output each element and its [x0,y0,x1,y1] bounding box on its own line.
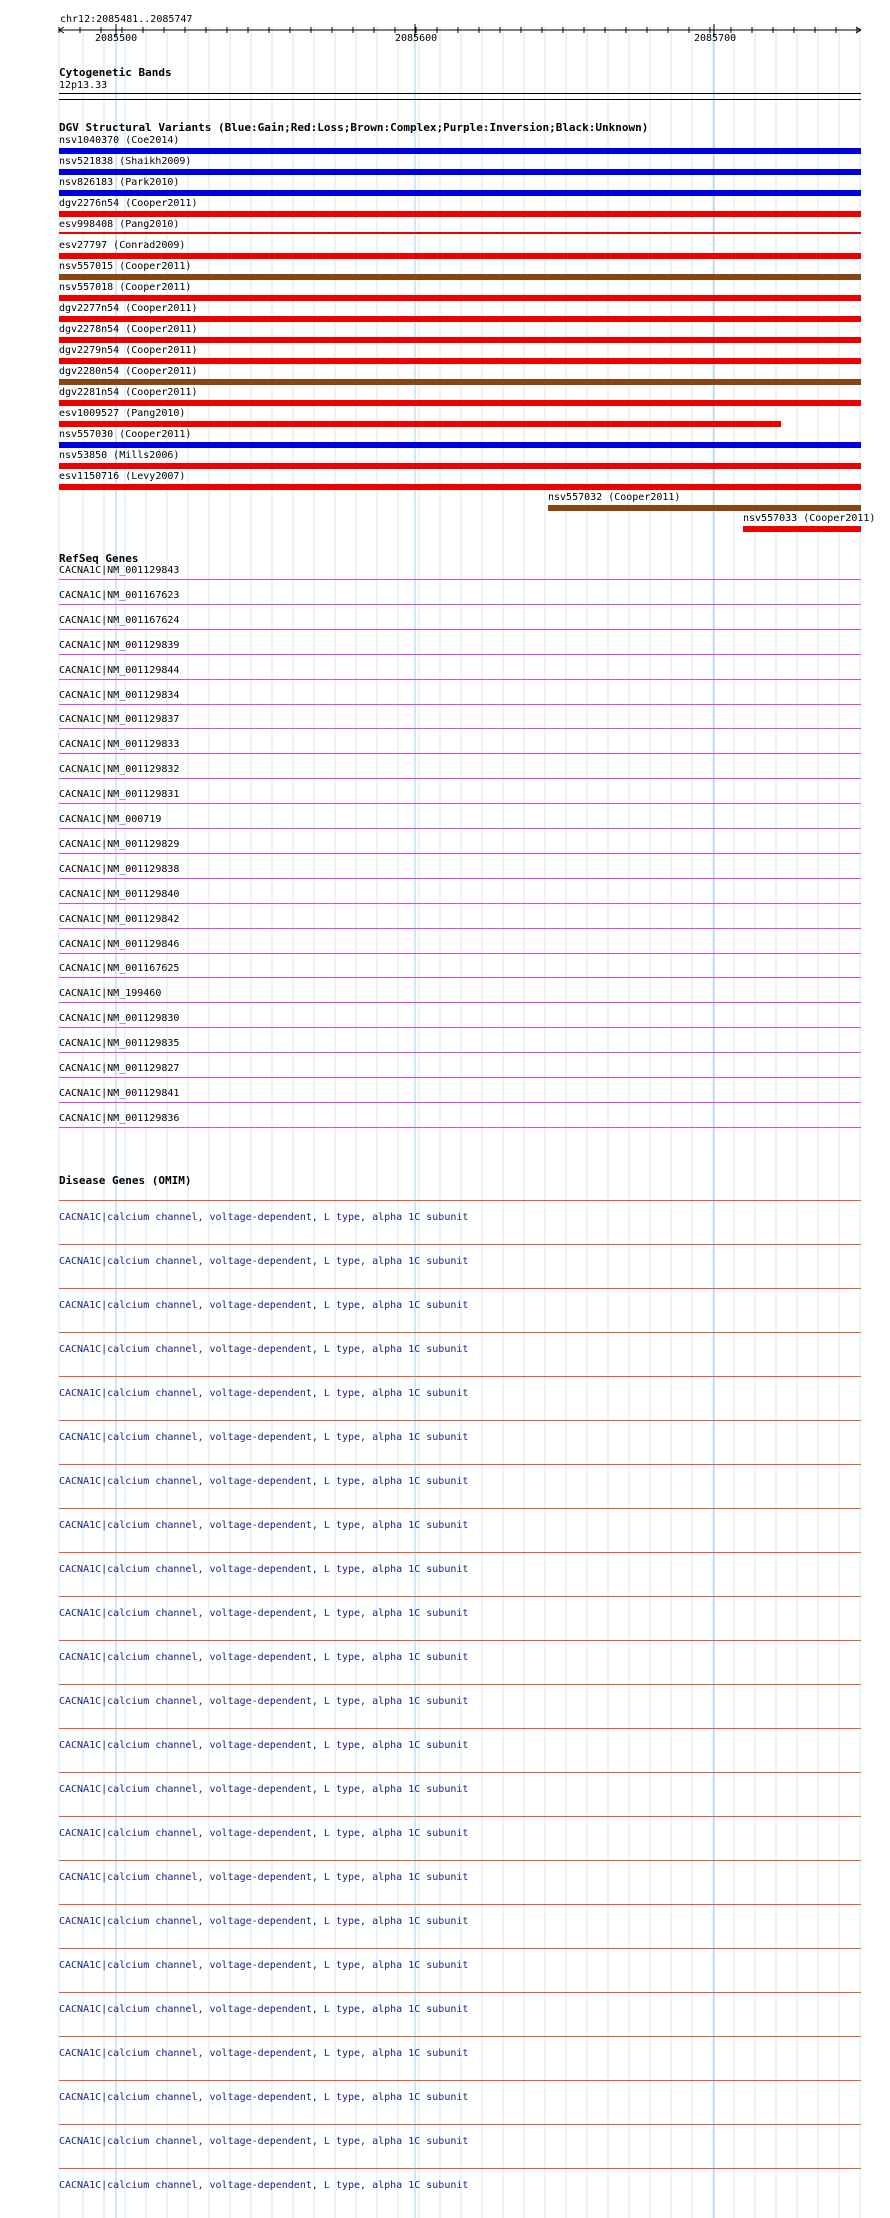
omim-gene-link[interactable]: CACNA1C|calcium channel, voltage-dependent, L type, alpha 1C subunit [59,1960,469,1971]
omim-gene-feature[interactable] [59,1904,861,1905]
dgv-variant-bar[interactable] [59,253,861,259]
dgv-variant-label: esv1150716 (Levy2007) [59,471,186,482]
refseq-gene-feature[interactable] [59,1127,861,1128]
dgv-variant-bar[interactable] [59,169,861,175]
dgv-variant-label: dgv2278n54 (Cooper2011) [59,324,198,335]
dgv-variant-label: nsv557018 (Cooper2011) [59,282,192,293]
dgv-variant-label: esv27797 (Conrad2009) [59,240,186,251]
refseq-gene-label: CACNA1C|NM_001129833 [59,739,180,750]
dgv-variant-bar[interactable] [59,274,861,280]
dgv-variant-label: nsv826183 (Park2010) [59,177,180,188]
refseq-gene-feature[interactable] [59,753,861,754]
omim-gene-link[interactable]: CACNA1C|calcium channel, voltage-dependent, L type, alpha 1C subunit [59,1564,469,1575]
refseq-gene-feature[interactable] [59,878,861,879]
dgv-variant-bar[interactable] [743,526,861,532]
omim-gene-link[interactable]: CACNA1C|calcium channel, voltage-dependent, L type, alpha 1C subunit [59,1828,469,1839]
refseq-gene-label: CACNA1C|NM_001129834 [59,690,180,701]
omim-gene-link[interactable]: CACNA1C|calcium channel, voltage-dependent, L type, alpha 1C subunit [59,1740,469,1751]
dgv-variant-label: nsv557033 (Cooper2011) [743,513,876,524]
dgv-variant-bar[interactable] [59,295,861,301]
omim-gene-feature[interactable] [59,2124,861,2125]
dgv-variant-bar[interactable] [59,484,861,490]
cytoband-bar-top [59,93,861,94]
ruler-tick-label: 2085600 [395,33,438,44]
refseq-gene-label: CACNA1C|NM_001129836 [59,1113,180,1124]
dgv-variant-bar[interactable] [59,337,861,343]
dgv-variant-bar[interactable] [59,463,861,469]
omim-gene-link[interactable]: CACNA1C|calcium channel, voltage-dependent, L type, alpha 1C subunit [59,2004,469,2015]
dgv-variant-label: nsv521838 (Shaikh2009) [59,156,192,167]
omim-track-title: Disease Genes (OMIM) [59,1174,192,1187]
dgv-variant-bar[interactable] [59,358,861,364]
refseq-gene-feature[interactable] [59,977,861,978]
dgv-variant-bar[interactable] [59,211,861,217]
omim-gene-feature[interactable] [59,1860,861,1861]
omim-gene-feature[interactable] [59,2036,861,2037]
omim-gene-link[interactable]: CACNA1C|calcium channel, voltage-dependent, L type, alpha 1C subunit [59,1696,469,1707]
dgv-variant-bar[interactable] [548,505,861,511]
omim-gene-link[interactable]: CACNA1C|calcium channel, voltage-dependent, L type, alpha 1C subunit [59,1872,469,1883]
omim-gene-link[interactable]: CACNA1C|calcium channel, voltage-dependent, L type, alpha 1C subunit [59,2136,469,2147]
refseq-gene-label: CACNA1C|NM_001167623 [59,590,180,601]
omim-gene-feature[interactable] [59,2168,861,2169]
cytoband-label: 12p13.33 [59,80,108,91]
ruler-tick-label: 2085500 [95,33,138,44]
dgv-variant-label: nsv1040370 (Coe2014) [59,135,180,146]
refseq-gene-label: CACNA1C|NM_001167624 [59,615,180,626]
refseq-gene-feature[interactable] [59,1052,861,1053]
refseq-gene-label: CACNA1C|NM_001129831 [59,789,180,800]
dgv-variant-label: dgv2279n54 (Cooper2011) [59,345,198,356]
refseq-gene-label: CACNA1C|NM_001129839 [59,640,180,651]
dgv-variant-bar[interactable] [59,190,861,196]
refseq-gene-feature[interactable] [59,1027,861,1028]
omim-gene-feature[interactable] [59,1596,861,1597]
refseq-gene-label: CACNA1C|NM_001129830 [59,1013,180,1024]
dgv-variant-label: nsv557032 (Cooper2011) [548,492,681,503]
refseq-gene-label: CACNA1C|NM_001129827 [59,1063,180,1074]
dgv-variant-label: dgv2281n54 (Cooper2011) [59,387,198,398]
refseq-gene-feature[interactable] [59,828,861,829]
dgv-variant-label: nsv557030 (Cooper2011) [59,429,192,440]
omim-gene-feature[interactable] [59,2080,861,2081]
omim-gene-link[interactable]: CACNA1C|calcium channel, voltage-dependent, L type, alpha 1C subunit [59,1388,469,1399]
cytoband-bar-bottom [59,99,861,100]
refseq-gene-label: CACNA1C|NM_001167625 [59,963,180,974]
omim-gene-feature[interactable] [59,1464,861,1465]
refseq-track-title: RefSeq Genes [59,552,139,565]
dgv-variant-label: dgv2276n54 (Cooper2011) [59,198,198,209]
omim-gene-feature[interactable] [59,1244,861,1245]
omim-gene-feature[interactable] [59,1640,861,1641]
dgv-variant-label: dgv2277n54 (Cooper2011) [59,303,198,314]
omim-gene-feature[interactable] [59,1992,861,1993]
omim-gene-feature[interactable] [59,1684,861,1685]
refseq-gene-label: CACNA1C|NM_001129841 [59,1088,180,1099]
omim-gene-feature[interactable] [59,1772,861,1773]
dgv-variant-bar[interactable] [59,379,861,385]
omim-gene-link[interactable]: CACNA1C|calcium channel, voltage-dependent, L type, alpha 1C subunit [59,1212,469,1223]
refseq-gene-label: CACNA1C|NM_001129838 [59,864,180,875]
omim-gene-link[interactable]: CACNA1C|calcium channel, voltage-dependent, L type, alpha 1C subunit [59,2180,469,2191]
refseq-gene-feature[interactable] [59,1102,861,1103]
refseq-gene-label: CACNA1C|NM_001129840 [59,889,180,900]
refseq-gene-label: CACNA1C|NM_001129842 [59,914,180,925]
omim-gene-feature[interactable] [59,1288,861,1289]
refseq-gene-label: CACNA1C|NM_199460 [59,988,162,999]
refseq-gene-feature[interactable] [59,928,861,929]
omim-gene-feature[interactable] [59,1816,861,1817]
omim-gene-link[interactable]: CACNA1C|calcium channel, voltage-dependent, L type, alpha 1C subunit [59,1916,469,1927]
refseq-gene-feature[interactable] [59,604,861,605]
omim-gene-link[interactable]: CACNA1C|calcium channel, voltage-dependent, L type, alpha 1C subunit [59,1432,469,1443]
dgv-variant-label: nsv557015 (Cooper2011) [59,261,192,272]
omim-gene-link[interactable]: CACNA1C|calcium channel, voltage-dependent, L type, alpha 1C subunit [59,2092,469,2103]
refseq-gene-feature[interactable] [59,654,861,655]
omim-gene-link[interactable]: CACNA1C|calcium channel, voltage-dependent, L type, alpha 1C subunit [59,1784,469,1795]
refseq-gene-feature[interactable] [59,803,861,804]
refseq-gene-feature[interactable] [59,579,861,580]
refseq-gene-feature[interactable] [59,629,861,630]
dgv-variant-label: dgv2280n54 (Cooper2011) [59,366,198,377]
refseq-gene-feature[interactable] [59,1077,861,1078]
refseq-gene-label: CACNA1C|NM_001129832 [59,764,180,775]
cytoband-track-title: Cytogenetic Bands [59,66,172,79]
omim-gene-feature[interactable] [59,1552,861,1553]
dgv-variant-bar[interactable] [59,148,861,154]
dgv-variant-bar[interactable] [59,316,861,322]
dgv-variant-bar[interactable] [59,421,781,427]
refseq-gene-feature[interactable] [59,1002,861,1003]
refseq-gene-label: CACNA1C|NM_001129835 [59,1038,180,1049]
refseq-gene-label: CACNA1C|NM_001129844 [59,665,180,676]
omim-gene-link[interactable]: CACNA1C|calcium channel, voltage-dependent, L type, alpha 1C subunit [59,1344,469,1355]
omim-gene-link[interactable]: CACNA1C|calcium channel, voltage-dependent, L type, alpha 1C subunit [59,2048,469,2059]
omim-gene-feature[interactable] [59,1728,861,1729]
omim-gene-feature[interactable] [59,1376,861,1377]
omim-gene-link[interactable]: CACNA1C|calcium channel, voltage-dependent, L type, alpha 1C subunit [59,1608,469,1619]
refseq-gene-label: CACNA1C|NM_000719 [59,814,162,825]
refseq-gene-feature[interactable] [59,778,861,779]
dgv-variant-label: esv998408 (Pang2010) [59,219,180,230]
refseq-gene-feature[interactable] [59,953,861,954]
omim-gene-link[interactable]: CACNA1C|calcium channel, voltage-dependent, L type, alpha 1C subunit [59,1520,469,1531]
refseq-gene-label: CACNA1C|NM_001129829 [59,839,180,850]
dgv-variant-bar[interactable] [59,400,861,406]
omim-gene-feature[interactable] [59,1332,861,1333]
omim-gene-link[interactable]: CACNA1C|calcium channel, voltage-dependent, L type, alpha 1C subunit [59,1476,469,1487]
refseq-gene-feature[interactable] [59,903,861,904]
dgv-variant-label: nsv53850 (Mills2006) [59,450,180,461]
omim-gene-link[interactable]: CACNA1C|calcium channel, voltage-dependent, L type, alpha 1C subunit [59,1652,469,1663]
ruler-tick-label: 2085700 [694,33,737,44]
refseq-gene-feature[interactable] [59,728,861,729]
omim-gene-feature[interactable] [59,1200,861,1201]
omim-gene-feature[interactable] [59,1508,861,1509]
omim-gene-feature[interactable] [59,1948,861,1949]
refseq-gene-feature[interactable] [59,679,861,680]
locus-label: chr12:2085481..2085747 [60,14,193,25]
dgv-variant-bar[interactable] [59,442,861,448]
dgv-variant-bar[interactable] [59,232,861,234]
dgv-variant-label: esv1009527 (Pang2010) [59,408,186,419]
dgv-track-title: DGV Structural Variants (Blue:Gain;Red:Loss;Brown:Complex;Purple:Inversion;Black:Unknown) [59,121,649,134]
refseq-gene-label: CACNA1C|NM_001129843 [59,565,180,576]
omim-gene-link[interactable]: CACNA1C|calcium channel, voltage-dependent, L type, alpha 1C subunit [59,1256,469,1267]
refseq-gene-feature[interactable] [59,704,861,705]
refseq-gene-feature[interactable] [59,853,861,854]
omim-gene-feature[interactable] [59,1420,861,1421]
refseq-gene-label: CACNA1C|NM_001129837 [59,714,180,725]
refseq-gene-label: CACNA1C|NM_001129846 [59,939,180,950]
omim-gene-link[interactable]: CACNA1C|calcium channel, voltage-dependent, L type, alpha 1C subunit [59,1300,469,1311]
